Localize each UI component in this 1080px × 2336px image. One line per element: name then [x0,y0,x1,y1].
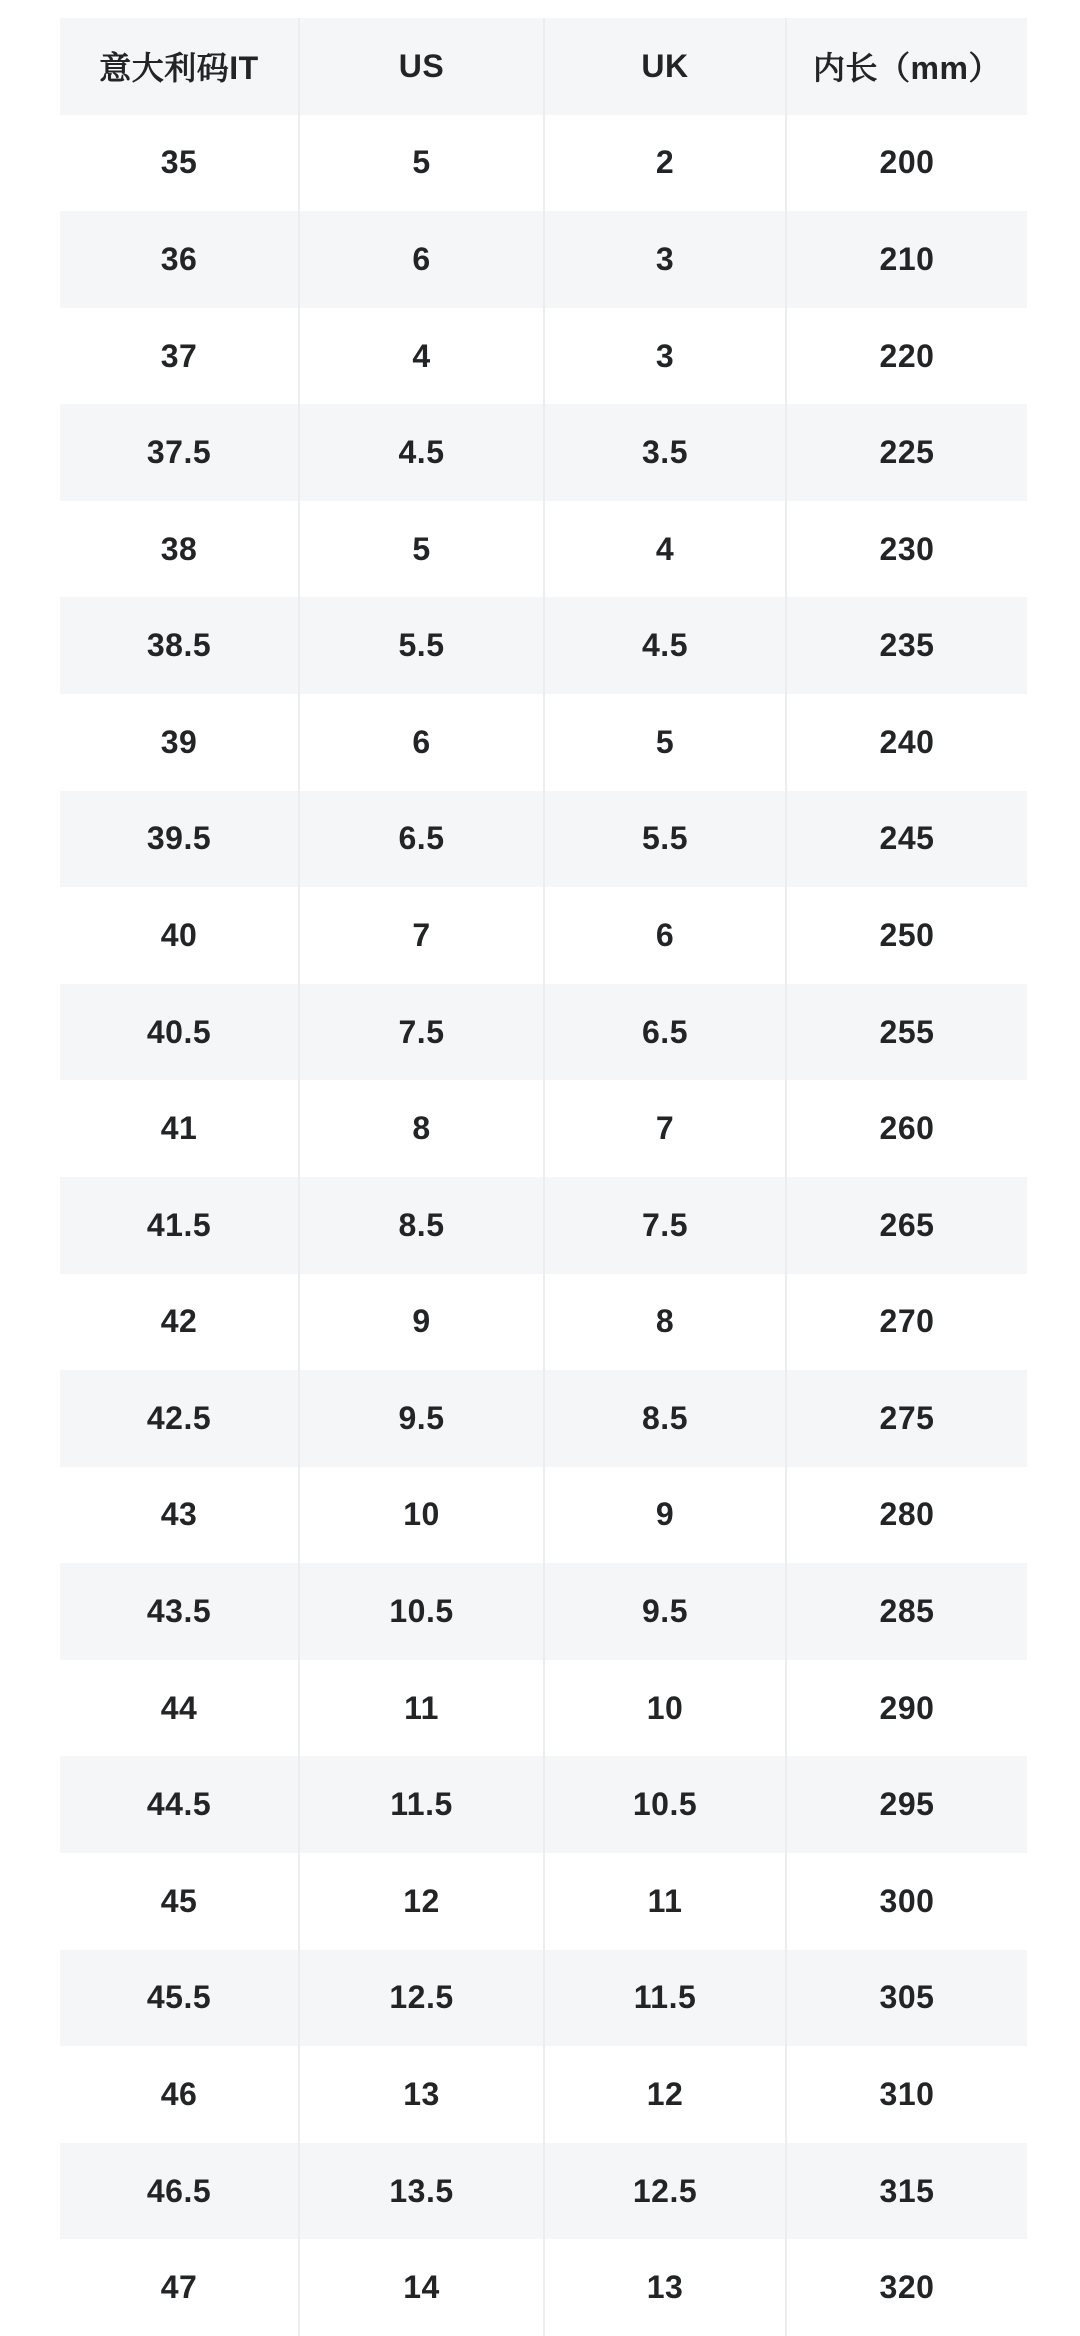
cell-us-size: 7 [300,887,545,984]
cell-it-size: 36 [60,211,300,308]
cell-it-size: 42.5 [60,1370,300,1467]
table-row [60,694,1027,791]
table-row [60,791,1027,888]
cell-us-size: 6 [300,694,545,791]
cell-us-size: 6.5 [300,791,545,888]
cell-us-size: 9 [300,1274,545,1371]
cell-uk-size: 12 [545,2046,787,2143]
table-row [60,1853,1027,1950]
cell-inner-length: 310 [879,2075,935,2112]
cell-inner-length: 280 [879,1496,935,1533]
cell-us-size: 9.5 [300,1370,545,1467]
cell-uk-size: 10.5 [545,1756,787,1853]
cell-inner-length: 285 [879,1593,935,1630]
table-row [60,115,1027,212]
table-row [60,1756,1027,1853]
cell-uk-size: 8 [545,1274,787,1371]
cell-inner-length: 275 [879,1399,935,1436]
table-row [60,1080,1027,1177]
cell-uk-size: 11.5 [545,1950,787,2047]
table-row [60,984,1027,1081]
table-header-row [60,18,1027,115]
cell-it-size: 40 [60,887,300,984]
cell-us-size: 6 [300,211,545,308]
column-header-us-size: US [300,18,545,115]
cell-inner-length: 290 [879,1689,935,1726]
cell-it-size: 37.5 [60,404,300,501]
cell-it-size: 40.5 [60,984,300,1081]
table-row [60,1274,1027,1371]
cell-uk-size: 4.5 [545,597,787,694]
cell-uk-size: 13 [545,2239,787,2336]
cell-us-size: 10.5 [300,1563,545,1660]
cell-it-size: 38 [60,501,300,598]
column-header-it-size: 意大利码IT [60,18,300,115]
table-row [60,1660,1027,1757]
table-row [60,1950,1027,2047]
cell-inner-length: 265 [879,1206,935,1243]
cell-us-size: 8.5 [300,1177,545,1274]
cell-it-size: 35 [60,115,300,212]
cell-it-size: 44 [60,1660,300,1757]
cell-inner-length: 225 [879,434,935,471]
cell-us-size: 4 [300,308,545,405]
cell-us-size: 12.5 [300,1950,545,2047]
cell-inner-length: 240 [879,723,935,760]
table-row [60,211,1027,308]
cell-us-size: 11.5 [300,1756,545,1853]
cell-us-size: 13.5 [300,2143,545,2240]
cell-inner-length: 270 [879,1303,935,1340]
cell-inner-length: 315 [879,2172,935,2209]
cell-uk-size: 3 [545,308,787,405]
cell-it-size: 42 [60,1274,300,1371]
cell-inner-length: 200 [879,144,935,181]
cell-inner-length: 300 [879,1882,935,1919]
table-row [60,2046,1027,2143]
column-header-uk-size: UK [545,18,787,115]
size-chart-table [60,18,1027,2336]
cell-uk-size: 2 [545,115,787,212]
table-row [60,1177,1027,1274]
cell-uk-size: 6.5 [545,984,787,1081]
cell-it-size: 41 [60,1080,300,1177]
cell-uk-size: 8.5 [545,1370,787,1467]
cell-us-size: 4.5 [300,404,545,501]
table-row [60,597,1027,694]
cell-it-size: 39 [60,694,300,791]
table-row [60,501,1027,598]
cell-uk-size: 5.5 [545,791,787,888]
cell-it-size: 46 [60,2046,300,2143]
cell-uk-size: 4 [545,501,787,598]
cell-uk-size: 7.5 [545,1177,787,1274]
cell-us-size: 11 [300,1660,545,1757]
cell-inner-length: 250 [879,916,935,953]
column-header-inner-length-mm: 内长（mm） [813,50,1001,87]
cell-us-size: 8 [300,1080,545,1177]
cell-it-size: 37 [60,308,300,405]
cell-us-size: 5 [300,501,545,598]
cell-it-size: 46.5 [60,2143,300,2240]
table-row [60,308,1027,405]
table-row [60,1370,1027,1467]
table-row [60,2143,1027,2240]
table-row [60,404,1027,501]
cell-uk-size: 11 [545,1853,787,1950]
cell-inner-length: 255 [879,1013,935,1050]
table-row [60,887,1027,984]
table-row [60,1467,1027,1564]
cell-uk-size: 12.5 [545,2143,787,2240]
cell-uk-size: 6 [545,887,787,984]
cell-us-size: 12 [300,1853,545,1950]
cell-it-size: 44.5 [60,1756,300,1853]
cell-inner-length: 245 [879,820,935,857]
cell-us-size: 5 [300,115,545,212]
table-row [60,1563,1027,1660]
cell-it-size: 47 [60,2239,300,2336]
cell-it-size: 43 [60,1467,300,1564]
cell-us-size: 13 [300,2046,545,2143]
cell-uk-size: 3 [545,211,787,308]
table-row [60,2239,1027,2336]
cell-uk-size: 3.5 [545,404,787,501]
cell-inner-length: 320 [879,2269,935,2306]
cell-uk-size: 7 [545,1080,787,1177]
cell-it-size: 38.5 [60,597,300,694]
cell-inner-length: 220 [879,337,935,374]
cell-inner-length: 295 [879,1786,935,1823]
cell-inner-length: 235 [879,627,935,664]
cell-uk-size: 10 [545,1660,787,1757]
cell-inner-length: 305 [879,1979,935,2016]
cell-inner-length: 260 [879,1110,935,1147]
cell-it-size: 41.5 [60,1177,300,1274]
cell-us-size: 7.5 [300,984,545,1081]
cell-us-size: 14 [300,2239,545,2336]
cell-it-size: 45.5 [60,1950,300,2047]
cell-it-size: 39.5 [60,791,300,888]
cell-it-size: 43.5 [60,1563,300,1660]
cell-us-size: 10 [300,1467,545,1564]
cell-inner-length: 230 [879,530,935,567]
cell-uk-size: 9 [545,1467,787,1564]
cell-uk-size: 9.5 [545,1563,787,1660]
cell-uk-size: 5 [545,694,787,791]
cell-us-size: 5.5 [300,597,545,694]
cell-it-size: 45 [60,1853,300,1950]
cell-inner-length: 210 [879,240,935,277]
